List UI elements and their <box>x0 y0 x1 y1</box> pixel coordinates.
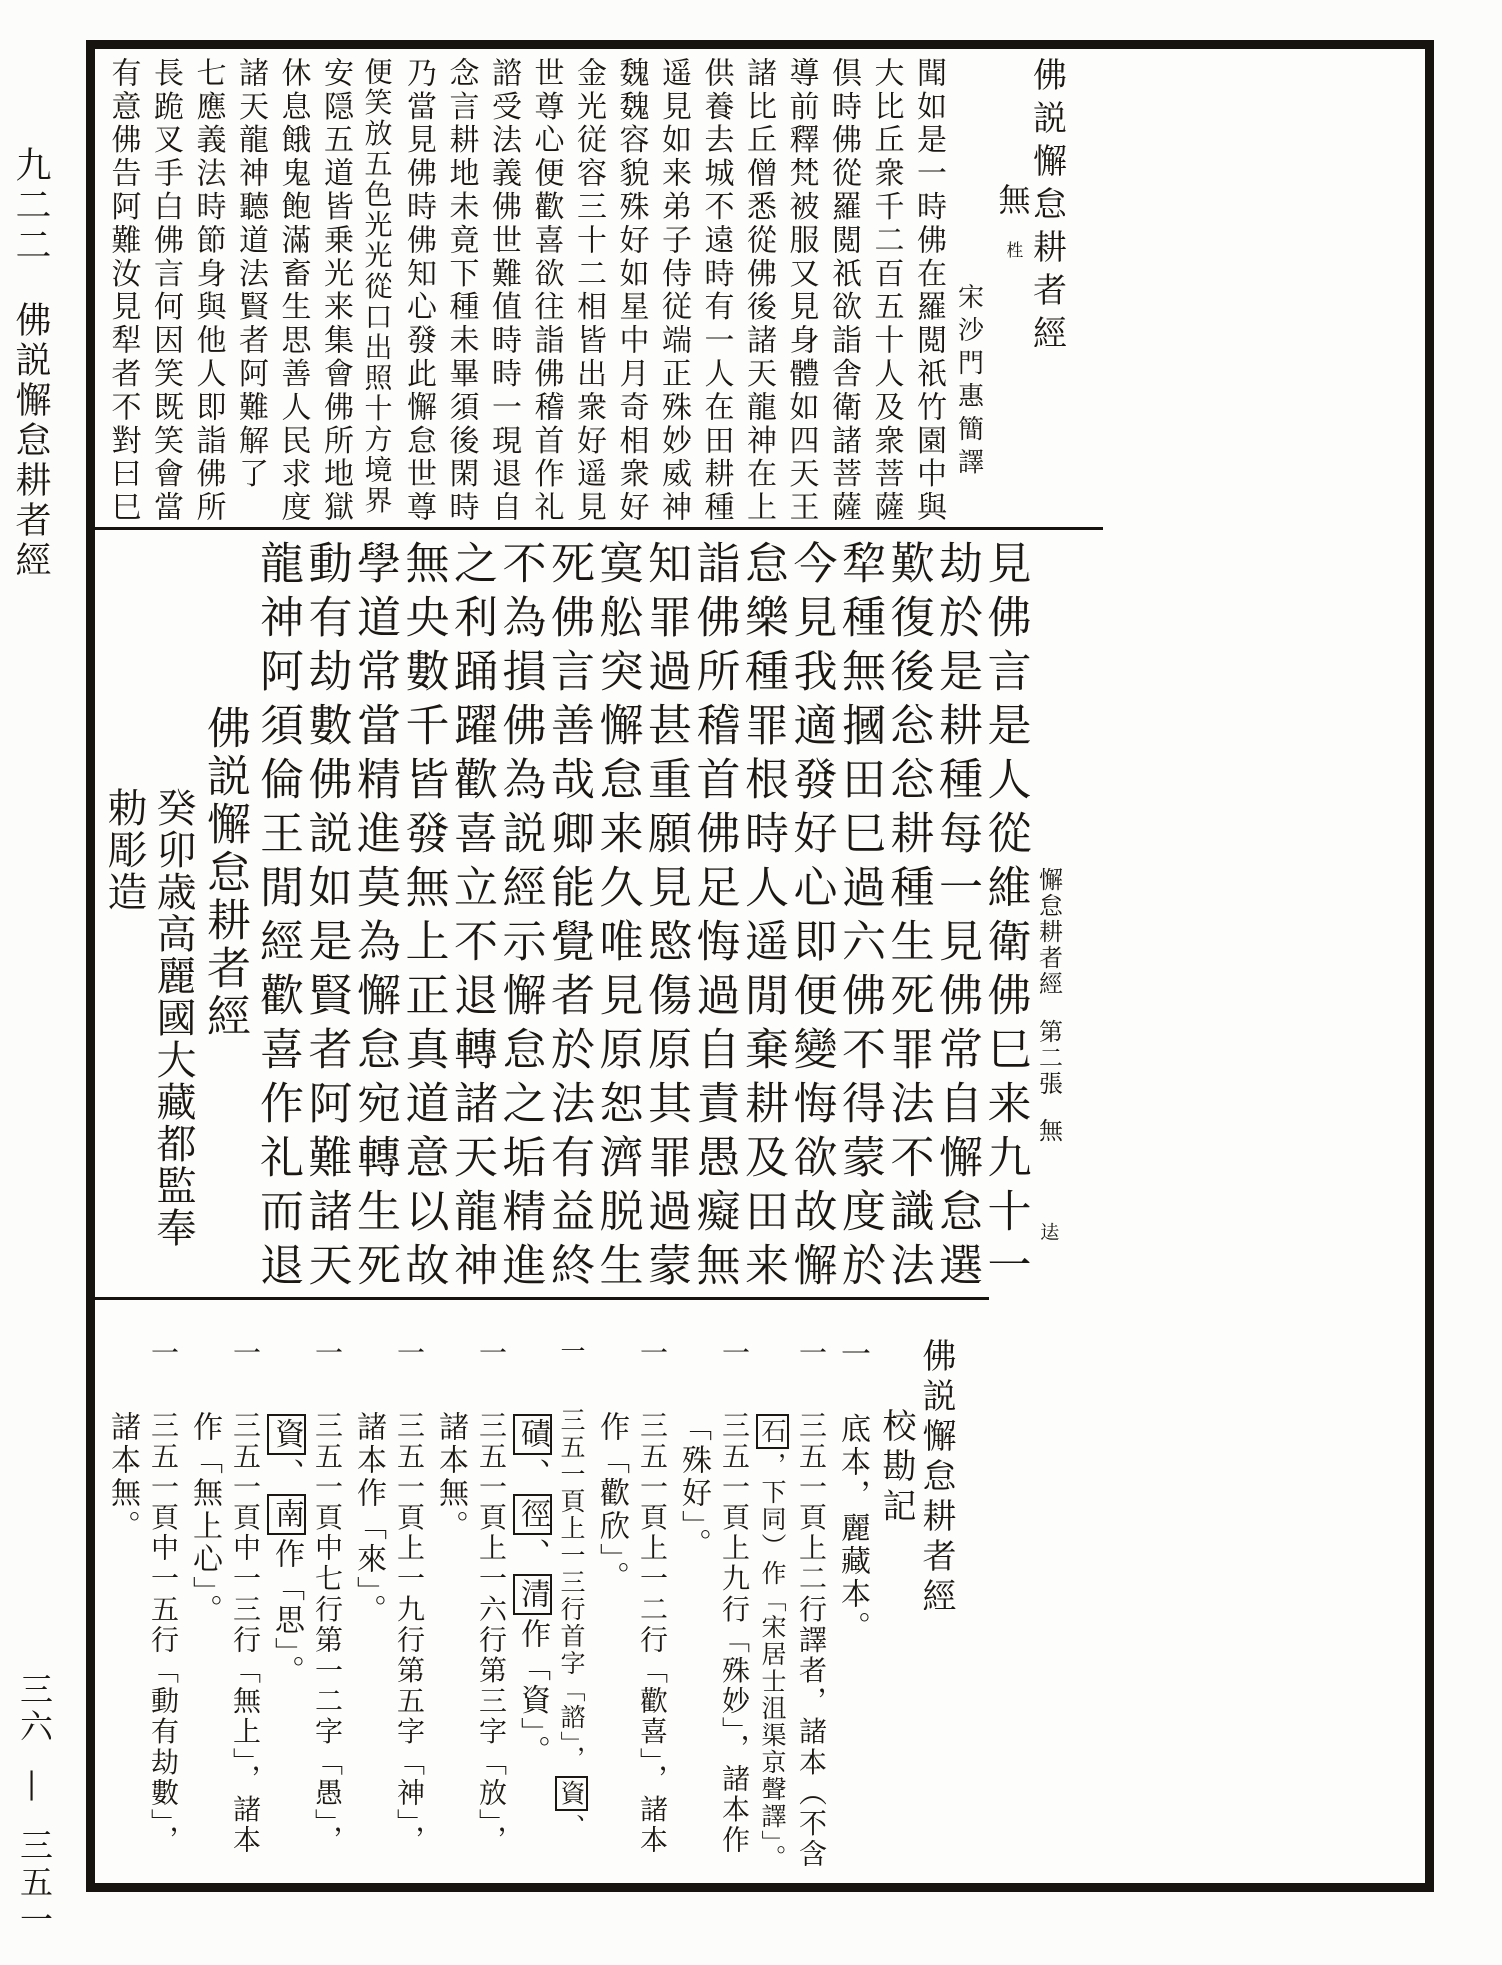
sutra-column: 便笑放五色光光從口出照十方境界 <box>360 57 394 516</box>
note-column-continuation <box>187 1338 222 1877</box>
sutra-column: 魏魏容貌殊好如星中月奇相衆好 <box>613 57 649 525</box>
translator-line: 宋沙門惠簡譯 <box>953 283 984 481</box>
note-item-marker: 一 <box>557 1338 586 1365</box>
note-text: 作「無上心」。 <box>187 1411 222 1627</box>
note-text: 底本，麗藏本。 <box>835 1413 870 1644</box>
sutra-column: 七應義法時節身與他人即詣佛所 <box>190 57 226 525</box>
sutra-column: 諮受法義佛世難值時時一現退自 <box>486 57 521 525</box>
sutra-column: 見佛言是人從維衛佛巳来九十一 <box>979 540 1031 1296</box>
sutra-column: 休息餓鬼飽滿畜生思善人民求度 <box>275 57 311 525</box>
sutra-column: 念言耕地未竟下種未畢須後閑時 <box>443 57 479 525</box>
sutra-column: 安隠五道皆乗光来集會佛所地獄 <box>318 57 353 525</box>
note-text: 「殊好」。 <box>676 1411 711 1561</box>
edition-siglum-boxed: 徑 <box>513 1494 552 1535</box>
margin-page-value: 三五一 <box>15 1828 54 1939</box>
note-column-continuation <box>269 1338 304 1877</box>
margin-separator-dash: — <box>15 1768 54 1806</box>
note-column <box>147 1338 180 1877</box>
sutra-column: 聞如是一時佛在羅閲祇竹園中與 <box>911 57 946 525</box>
note-column-continuation <box>676 1338 711 1877</box>
note-text: 諸本無。 <box>433 1411 468 1543</box>
sutra-column: 世尊心便歡喜欲往詣佛稽首作礼 <box>528 57 564 525</box>
margin-volume-number: 三六 <box>15 1672 54 1746</box>
note-text: 三五一頁上二行譯者，諸本（不含 <box>795 1410 828 1870</box>
note-text: 、 <box>515 1458 550 1491</box>
note-column-continuation <box>760 1338 785 1877</box>
note-text: 三五一頁上九行「殊妙」，諸本作 <box>718 1410 751 1856</box>
margin-running-title: 佛説懈怠耕者經 <box>10 301 51 582</box>
sheet-marker-number: 第二張 <box>1034 1018 1063 1097</box>
note-text: 諸本作「來」。 <box>351 1411 386 1627</box>
sutra-column: 長跪叉手白佛言何因笑既笑會當 <box>148 57 183 525</box>
note-item-marker: 一 <box>835 1338 870 1371</box>
sutra-column: 不為損佛為説經示懈怠之垢精進 <box>494 540 546 1296</box>
sutra-column: 犂種無摑田巳過六佛不得蒙度於 <box>834 540 885 1296</box>
sutra-column: 死佛言善哉卿能覺者於法有益終 <box>543 540 594 1296</box>
colophon-line: 癸卯歳高麗國大藏都監奉 <box>150 787 196 1249</box>
sutra-column: 今見我適發好心即便變悔欲故懈 <box>785 540 837 1296</box>
note-text: 三五一頁中一五行「動有劫數」， <box>147 1410 180 1856</box>
section-sutra-continuation <box>95 527 1103 1297</box>
note-column-continuation <box>594 1338 629 1877</box>
edition-siglum-boxed: 資 <box>555 1776 588 1811</box>
sutra-column: 有意佛告阿難汝見犁者不對曰巳 <box>105 57 141 525</box>
sutra-column: 歎復後忩忩耕種生死罪法不識法 <box>882 540 934 1296</box>
page-frame <box>86 40 1434 1892</box>
note-column <box>559 1338 584 1877</box>
edition-siglum-boxed: 磧 <box>513 1414 552 1455</box>
sutra-column: 乃當見佛時佛知心發此懈怠世尊 <box>401 57 436 525</box>
note-text: 作「歡欣」。 <box>594 1411 629 1594</box>
sheet-marker-note: 迲 <box>1037 1221 1060 1243</box>
note-item-marker: 一 <box>311 1338 344 1369</box>
sutra-end-title: 佛説懈怠耕者經 <box>199 705 250 1041</box>
sutra-column: 大比丘衆千二百五十人及衆菩薩 <box>868 57 904 525</box>
collation-subtitle: 校勘記 <box>876 1408 916 1528</box>
note-text: 三五一頁中七行第一二字「愚」， <box>311 1410 344 1856</box>
sutra-column: 學道常當精進莫為懈怠宛轉生死 <box>349 540 400 1296</box>
note-item-marker: 一 <box>636 1338 669 1369</box>
note-column <box>475 1338 508 1877</box>
note-item-marker: 一 <box>147 1338 180 1369</box>
note-text: 、 <box>557 1813 586 1841</box>
note-column <box>393 1338 426 1877</box>
section-sutra-opening <box>95 49 1130 527</box>
margin-running-head <box>10 146 51 582</box>
note-column <box>718 1338 751 1877</box>
case-marker: 無 <box>993 183 1032 215</box>
note-item-marker: 一 <box>393 1338 426 1369</box>
note-column <box>311 1338 344 1877</box>
note-column-continuation <box>433 1338 468 1877</box>
note-column <box>835 1338 870 1877</box>
note-text: 、 <box>269 1458 304 1491</box>
sutra-column: 詣佛所稽首佛足悔過自責愚癡無 <box>688 540 740 1296</box>
note-item-marker: 一 <box>795 1338 828 1369</box>
note-text: 三五一頁上一六行第三字「放」， <box>475 1410 508 1856</box>
note-column-continuation <box>515 1338 550 1877</box>
sutra-column: 龍神阿須倫王閒經歡喜作礼而退 <box>252 540 303 1296</box>
section-collation-notes <box>95 1297 989 1877</box>
sutra-column: 劫於是耕種每一見佛常自懈怠選 <box>931 540 982 1296</box>
note-column-continuation <box>351 1338 386 1877</box>
sutra-column: 無央數千皆發無上正真道意以故 <box>397 540 449 1296</box>
sutra-column: 動有劫數佛説如是賢者阿難諸天 <box>300 540 352 1296</box>
sutra-column: 諸天龍神聽道法賢者阿難解了 <box>233 57 268 492</box>
margin-volume-header: 九二二 <box>10 146 51 266</box>
edition-siglum-boxed: 石 <box>756 1414 789 1449</box>
sutra-column: 遥見如来弟子侍従端正殊妙威神 <box>656 57 691 525</box>
note-text: 諸本無。 <box>105 1411 140 1543</box>
note-item-marker: 一 <box>475 1338 508 1369</box>
sutra-column: 諸比丘僧悉從佛後諸天龍神在上 <box>741 57 776 525</box>
note-item-marker: 一 <box>718 1338 751 1369</box>
note-column-continuation <box>105 1338 140 1877</box>
note-text: 三五一頁上一九行第五字「神」， <box>393 1410 426 1856</box>
note-text: 三五一頁中一三行「無上」，諸本 <box>229 1410 262 1856</box>
edition-siglum-boxed: 清 <box>513 1574 552 1615</box>
collation-title: 佛説懈怠耕者經 <box>916 1338 956 1618</box>
note-column <box>636 1338 669 1877</box>
sutra-column: 供養去城不遠時有一人在田耕種 <box>698 57 734 525</box>
note-text: ，下同）作「宋居士沮渠京聲譯」。 <box>758 1452 787 1872</box>
sutra-column: 知罪過甚重願見愍傷原其罪過蒙 <box>640 540 691 1296</box>
sutra-column: 寞舩突懈怠来久唯見原恕濟脱生 <box>591 540 643 1296</box>
note-text: 三五一頁上一三行首字「諮」， <box>557 1407 586 1773</box>
note-item-marker: 一 <box>229 1338 262 1369</box>
note-text: 、 <box>515 1538 550 1571</box>
sutra-column: 導前釋梵被服又見身體如四天王 <box>783 57 819 525</box>
sheet-marker <box>1034 540 1063 1297</box>
sheet-marker-case: 無 <box>1034 1118 1063 1145</box>
note-text: 作「思」。 <box>269 1538 304 1688</box>
note-text: 作「資」。 <box>515 1618 550 1768</box>
sutra-title: 佛説懈怠耕者經 <box>1026 57 1067 358</box>
edition-siglum-boxed: 資 <box>267 1414 306 1455</box>
sutra-column: 之利踊躍歡喜立不退轉諸天龍神 <box>446 540 497 1296</box>
sutra-column: 怠樂種罪根時人遥閒棄耕及田来 <box>737 540 788 1296</box>
note-column <box>795 1338 828 1877</box>
note-text: 三五一頁上一二行「歡喜」，諸本 <box>636 1410 669 1856</box>
sutra-title-column <box>993 57 1067 527</box>
sheet-marker-title: 懈怠耕者經 <box>1034 867 1063 997</box>
colophon-line: 勅彫造 <box>101 787 147 913</box>
margin-page-number <box>15 1672 54 1939</box>
note-column <box>229 1338 262 1877</box>
case-marker-note: 栍 <box>1002 240 1023 258</box>
edition-siglum-boxed: 南 <box>267 1494 306 1535</box>
sutra-column: 倶時佛從羅閲祇欲詣舎衛諸菩薩 <box>826 57 861 525</box>
sutra-column: 金光従容三十二相皆出衆好遥見 <box>571 57 606 525</box>
